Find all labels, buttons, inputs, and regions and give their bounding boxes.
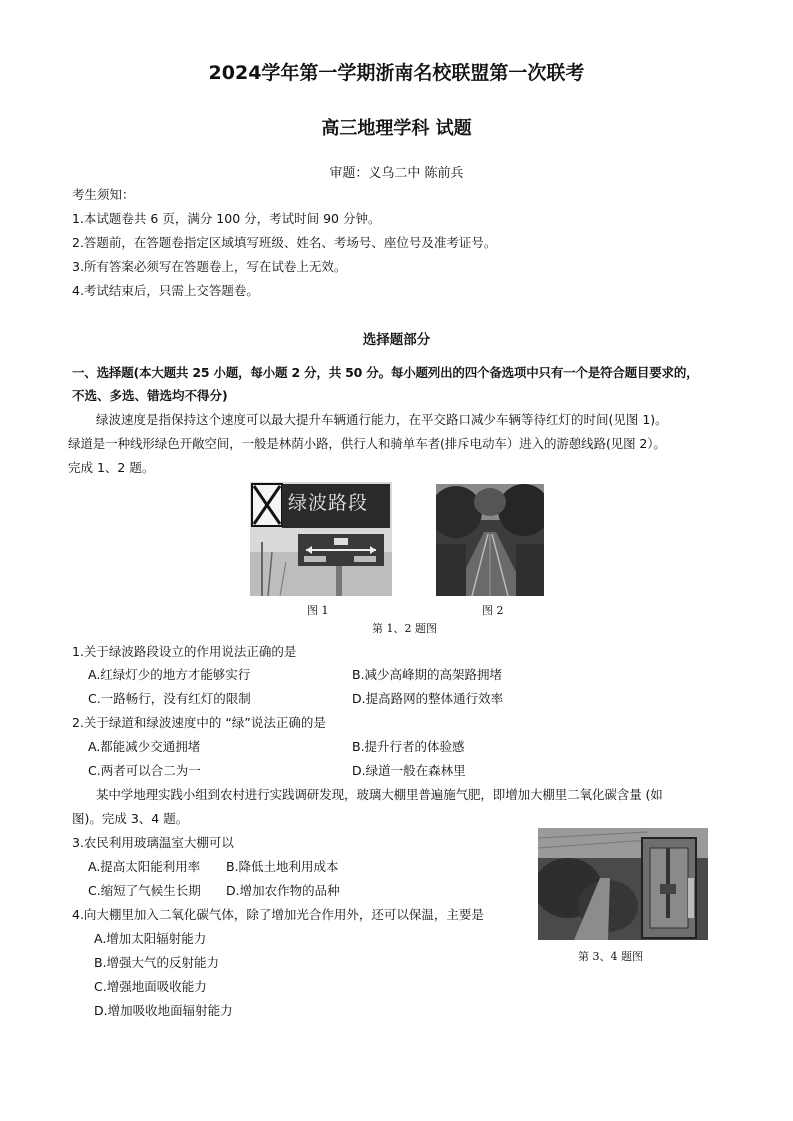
notice-item-2: 2.答题前，在答题卷指定区域填写班级、姓名、考场号、座位号及准考证号。 [72, 235, 497, 250]
passage1-line-2: 绿道是一种线形绿色开敞空间，一般是林荫小路，供行人和骑单车者(排斥电动车）进入的游憩线路(见图 2）。 [68, 436, 666, 451]
notice-item-3: 3.所有答案必须写在答题卷上，写在试卷上无效。 [72, 259, 347, 274]
q1-option-b: B.减少高峰期的高架路拥堵 [352, 667, 503, 682]
figures-1-2-group-caption: 第 1、2 题图 [372, 622, 437, 635]
q3-option-d: D.增加农作物的品种 [226, 883, 340, 898]
exam-title: 2024学年第一学期浙南名校联盟第一次联考 [208, 62, 585, 84]
section-title: 选择题部分 [362, 332, 431, 348]
q4-option-a: A.增加太阳辐射能力 [94, 931, 207, 946]
reviewer-line: 审题：义乌二中 陈前兵 [329, 166, 464, 181]
section-instruction-1: 一、选择题(本大题共 25 小题，每小题 2 分，共 50 分。每小题列出的四个备选项中只有一个是符合题目要求的， [72, 365, 699, 380]
q4-option-b: B.增强大气的反射能力 [94, 955, 220, 970]
q2-stem: 2.关于绿道和绿波速度中的 “绿”说法正确的是 [72, 715, 326, 730]
q2-option-c: C.两者可以合二为一 [88, 763, 201, 778]
q4-stem: 4.向大棚里加入二氧化碳气体，除了增加光合作用外，还可以保温，主要是 [72, 907, 484, 922]
figure-3-4-caption: 第 3、4 题图 [578, 950, 643, 963]
q1-option-c: C.一路畅行，没有红灯的限制 [88, 691, 251, 706]
q2-option-d: D.绿道一般在森林里 [352, 763, 466, 778]
figure-2-caption: 图 2 [482, 604, 504, 617]
figure-2-greenway-photo [436, 484, 544, 596]
q1-option-d: D.提高路网的整体通行效率 [352, 691, 504, 706]
figure-1-sign-text: 绿波路段 [288, 492, 369, 514]
exam-subtitle: 高三地理学科 试题 [321, 118, 472, 139]
q3-option-b: B.降低土地利用成本 [226, 859, 339, 874]
q4-option-c: C.增强地面吸收能力 [94, 979, 207, 994]
q3-option-c: C.缩短了气候生长期 [88, 883, 201, 898]
q3-stem: 3.农民利用玻璃温室大棚可以 [72, 835, 234, 850]
passage2-line-1: 某中学地理实践小组到农村进行实践调研发现，玻璃大棚里普遍施气肥，即增加大棚里二氧化碳含量 (如 [96, 787, 663, 802]
q1-stem: 1.关于绿波路段设立的作用说法正确的是 [72, 644, 297, 659]
q2-option-b: B.提升行者的体验感 [352, 739, 465, 754]
passage2-line-2: 图)。完成 3、4 题。 [72, 811, 189, 826]
passage1-line-3: 完成 1、2 题。 [68, 460, 155, 475]
notice-heading: 考生须知： [72, 187, 135, 202]
figure-3-4-greenhouse-photo [538, 828, 708, 940]
q2-option-a: A.都能减少交通拥堵 [88, 739, 201, 754]
section-instruction-2: 不选、多选、错选均不得分) [72, 388, 228, 403]
notice-item-1: 1.本试题卷共 6 页，满分 100 分，考试时间 90 分钟。 [72, 211, 381, 226]
notice-item-4: 4.考试结束后，只需上交答题卷。 [72, 283, 259, 298]
figure-1-green-wave-sign [250, 482, 392, 596]
q3-option-a: A.提高太阳能利用率 [88, 859, 201, 874]
passage1-line-1: 绿波速度是指保持这个速度可以最大提升车辆通行能力，在平交路口减少车辆等待红灯的时间(见图 1)。 [96, 412, 668, 427]
q4-option-d: D.增加吸收地面辐射能力 [94, 1003, 233, 1018]
figure-1-caption: 图 1 [307, 604, 329, 617]
q1-option-a: A.红绿灯少的地方才能够实行 [88, 667, 251, 682]
